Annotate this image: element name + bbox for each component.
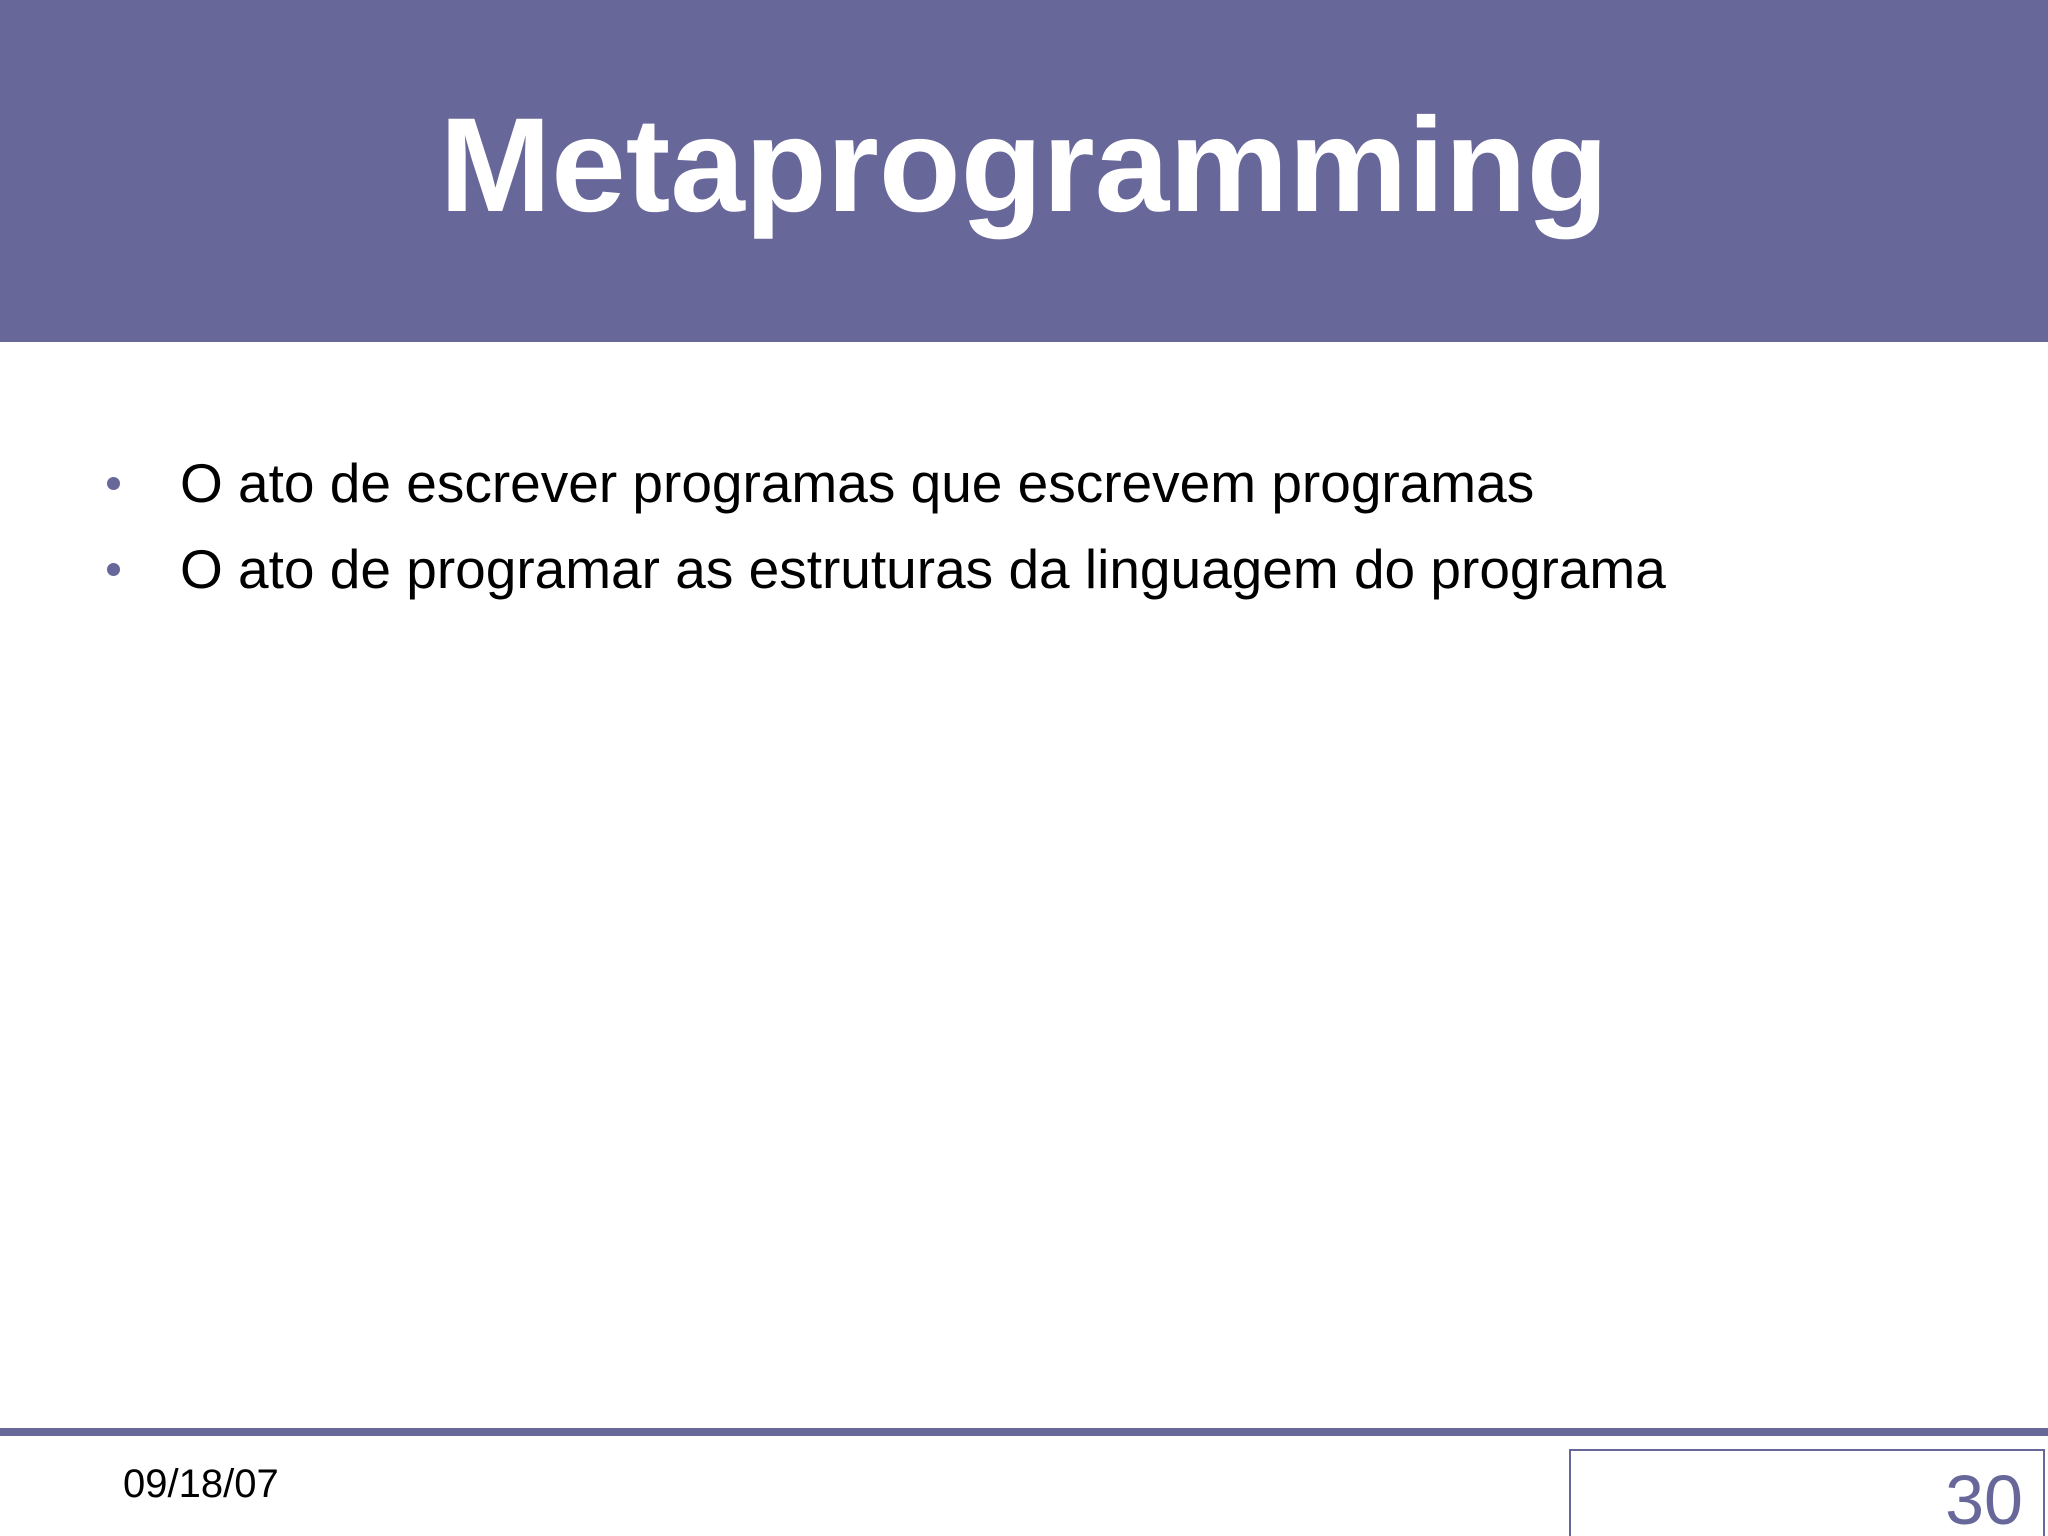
footer-divider [0,1428,2048,1436]
page-number-box [1569,1449,2045,1536]
footer-date: 09/18/07 [123,1462,279,1506]
bullet-dot-icon [107,563,120,576]
bullet-text: O ato de programar as estruturas da linguagem do programa [180,537,1666,600]
bullet-text: O ato de escrever programas que escrevem programas [180,451,1535,514]
slide-title: Metaprogramming [439,91,1609,240]
page-number: 30 [1945,1461,2023,1536]
title-band [0,0,2048,342]
bullet-dot-icon [107,477,120,490]
bullet-item [0,440,2048,526]
bullet-list [0,440,2048,612]
bullet-item [0,526,2048,612]
